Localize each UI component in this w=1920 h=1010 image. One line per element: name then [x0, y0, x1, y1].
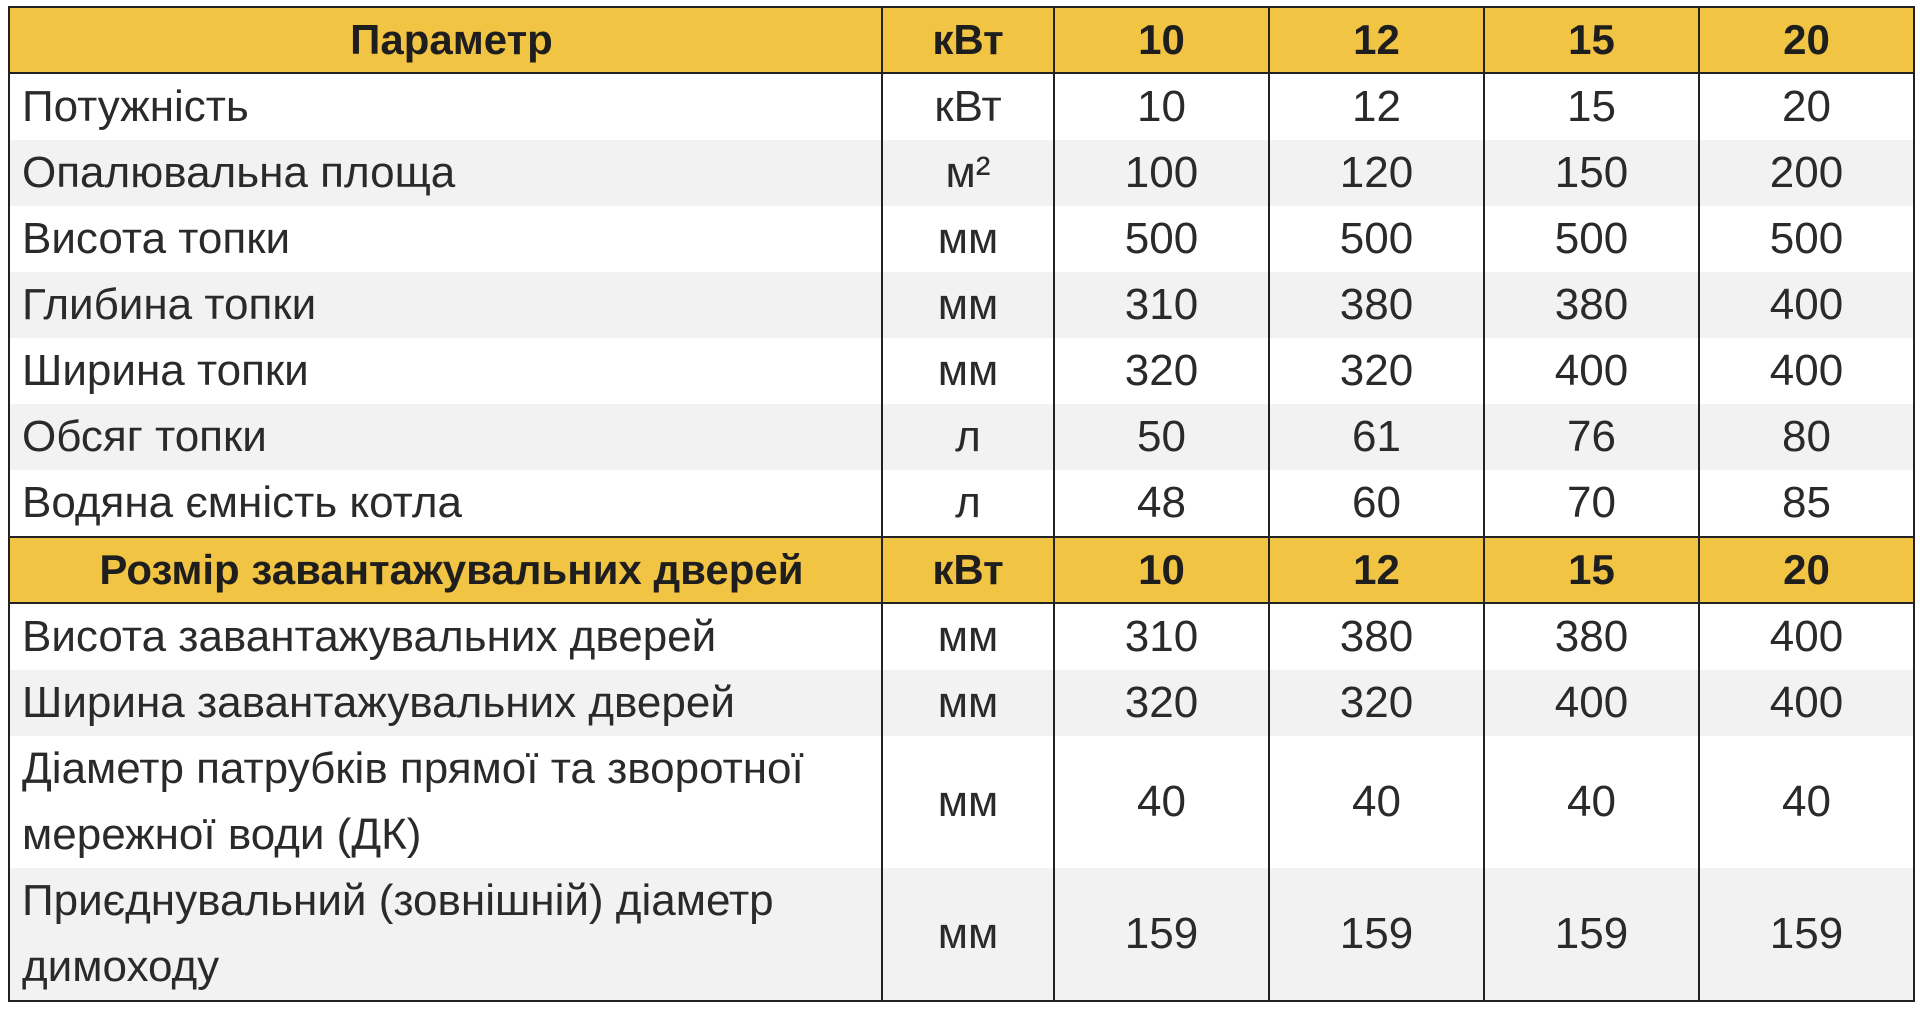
value-cell: 320	[1054, 338, 1269, 404]
parameter-name-cell: Ширина завантажувальних дверей	[9, 670, 882, 736]
value-cell: 40	[1054, 736, 1269, 868]
table-row	[9, 404, 1914, 470]
unit-cell: мм	[882, 338, 1054, 404]
value-cell: 380	[1269, 603, 1484, 670]
header-power-cell: 15	[1484, 7, 1699, 73]
table-row	[9, 670, 1914, 736]
value-cell: 100	[1054, 140, 1269, 206]
parameter-name-cell: Висота топки	[9, 206, 882, 272]
header-power-cell: 15	[1484, 537, 1699, 603]
value-cell: 40	[1699, 736, 1914, 868]
value-cell: 200	[1699, 140, 1914, 206]
header-parameter-cell: Розмір завантажувальних дверей	[9, 537, 882, 603]
value-cell: 310	[1054, 272, 1269, 338]
value-cell: 48	[1054, 470, 1269, 537]
value-cell: 400	[1484, 670, 1699, 736]
unit-cell: мм	[882, 868, 1054, 1001]
value-cell: 159	[1269, 868, 1484, 1001]
value-cell: 400	[1699, 338, 1914, 404]
header-power-cell: 10	[1054, 537, 1269, 603]
table-row	[9, 470, 1914, 537]
value-cell: 159	[1484, 868, 1699, 1001]
table-row	[9, 206, 1914, 272]
table-row	[9, 338, 1914, 404]
value-cell: 159	[1699, 868, 1914, 1001]
parameter-name-cell: Потужність	[9, 73, 882, 140]
value-cell: 10	[1054, 73, 1269, 140]
table-row	[9, 736, 1914, 868]
value-cell: 500	[1699, 206, 1914, 272]
unit-cell: мм	[882, 206, 1054, 272]
value-cell: 76	[1484, 404, 1699, 470]
value-cell: 80	[1699, 404, 1914, 470]
value-cell: 400	[1699, 272, 1914, 338]
value-cell: 380	[1269, 272, 1484, 338]
parameter-name-cell: Опалювальна площа	[9, 140, 882, 206]
value-cell: 400	[1484, 338, 1699, 404]
unit-cell: л	[882, 470, 1054, 537]
table2-header-row	[9, 537, 1914, 603]
parameter-name-cell: Обсяг топки	[9, 404, 882, 470]
table-row	[9, 73, 1914, 140]
value-cell: 380	[1484, 603, 1699, 670]
value-cell: 40	[1269, 736, 1484, 868]
parameter-name-cell: Приєднувальний (зовнішній) діаметр димоходу	[9, 868, 882, 1001]
value-cell: 50	[1054, 404, 1269, 470]
parameter-name-cell: Діаметр патрубків прямої та зворотної мережної води (ДК)	[9, 736, 882, 868]
table-row	[9, 272, 1914, 338]
value-cell: 159	[1054, 868, 1269, 1001]
value-cell: 120	[1269, 140, 1484, 206]
header-power-cell: 12	[1269, 537, 1484, 603]
value-cell: 500	[1269, 206, 1484, 272]
table-row	[9, 868, 1914, 1001]
value-cell: 310	[1054, 603, 1269, 670]
value-cell: 320	[1269, 338, 1484, 404]
value-cell: 320	[1269, 670, 1484, 736]
value-cell: 20	[1699, 73, 1914, 140]
value-cell: 70	[1484, 470, 1699, 537]
value-cell: 15	[1484, 73, 1699, 140]
parameter-name-cell: Ширина топки	[9, 338, 882, 404]
parameter-name-cell: Водяна ємність котла	[9, 470, 882, 537]
header-unit-cell: кВт	[882, 537, 1054, 603]
header-power-cell: 12	[1269, 7, 1484, 73]
value-cell: 380	[1484, 272, 1699, 338]
value-cell: 85	[1699, 470, 1914, 537]
header-power-cell: 20	[1699, 7, 1914, 73]
value-cell: 61	[1269, 404, 1484, 470]
table-row	[9, 140, 1914, 206]
unit-cell: кВт	[882, 73, 1054, 140]
value-cell: 60	[1269, 470, 1484, 537]
value-cell: 400	[1699, 670, 1914, 736]
table-row	[9, 603, 1914, 670]
unit-cell: мм	[882, 603, 1054, 670]
parameter-name-cell: Глибина топки	[9, 272, 882, 338]
unit-cell: мм	[882, 736, 1054, 868]
value-cell: 40	[1484, 736, 1699, 868]
unit-cell: л	[882, 404, 1054, 470]
header-unit-cell: кВт	[882, 7, 1054, 73]
spec-table-body	[9, 7, 1914, 1001]
header-power-cell: 20	[1699, 537, 1914, 603]
value-cell: 400	[1699, 603, 1914, 670]
value-cell: 500	[1054, 206, 1269, 272]
value-cell: 12	[1269, 73, 1484, 140]
unit-cell: мм	[882, 272, 1054, 338]
parameter-name-cell: Висота завантажувальних дверей	[9, 603, 882, 670]
unit-cell: м²	[882, 140, 1054, 206]
value-cell: 150	[1484, 140, 1699, 206]
value-cell: 320	[1054, 670, 1269, 736]
header-parameter-cell: Параметр	[9, 7, 882, 73]
header-power-cell: 10	[1054, 7, 1269, 73]
boiler-spec-table	[8, 6, 1915, 1002]
unit-cell: мм	[882, 670, 1054, 736]
table1-header-row	[9, 7, 1914, 73]
value-cell: 500	[1484, 206, 1699, 272]
